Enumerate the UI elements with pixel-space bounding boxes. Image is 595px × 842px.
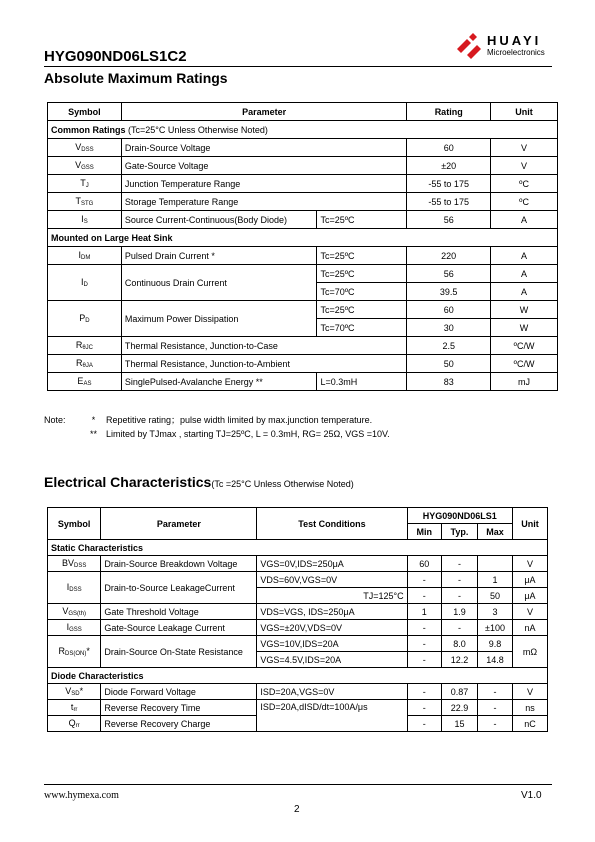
unit: A <box>491 265 558 283</box>
test-condition: ISD=20A,dISD/dt=100A/μs <box>257 700 407 732</box>
symbol-subscript: D <box>85 318 90 324</box>
section-row <box>48 540 548 556</box>
col-header: Parameter <box>121 103 406 121</box>
table-row <box>48 337 558 355</box>
symbol: T <box>75 196 82 206</box>
typ: 22.9 <box>441 700 477 716</box>
symbol-subscript: rr <box>73 707 78 713</box>
min: - <box>407 684 441 700</box>
rating: 60 <box>407 301 491 319</box>
table-row <box>48 684 548 700</box>
unit: V <box>512 604 547 620</box>
symbol: V <box>62 606 69 616</box>
symbol-subscript: DSS <box>69 587 82 593</box>
symbol-mark: * <box>86 646 90 656</box>
table-row <box>48 265 558 283</box>
typ: - <box>441 620 477 636</box>
parameter: Drain-Source On-State Resistance <box>101 636 257 668</box>
note-mark: * <box>91 415 96 425</box>
table-row <box>48 604 548 620</box>
symbol: I <box>66 622 70 632</box>
absolute-max-ratings-table <box>47 102 558 391</box>
symbol: I <box>66 582 70 592</box>
symbol: R <box>75 340 83 350</box>
test-condition: VDS=60V,VGS=0V <box>257 572 407 588</box>
max: - <box>478 700 513 716</box>
max: - <box>478 716 513 732</box>
unit: V <box>491 139 558 157</box>
symbol: I <box>81 277 84 287</box>
condition: Tc=70ºC <box>317 283 407 301</box>
typ: 1.9 <box>441 604 477 620</box>
unit: A <box>491 283 558 301</box>
symbol-subscript: θJC <box>82 345 94 351</box>
rating: -55 to 175 <box>407 175 491 193</box>
unit: mJ <box>491 373 558 391</box>
symbol-subscript: θJA <box>82 363 93 369</box>
symbol-subscript: STG <box>81 201 94 207</box>
logo-brand-text: HUAYI <box>487 33 542 48</box>
col-header: Symbol <box>48 508 101 540</box>
symbol-subscript: S <box>83 219 88 225</box>
parameter: Drain-Source Breakdown Voltage <box>101 556 257 572</box>
unit: μA <box>512 572 547 588</box>
parameter: SinglePulsed-Avalanche Energy ** <box>121 373 317 391</box>
min: 60 <box>407 556 441 572</box>
min: 1 <box>407 604 441 620</box>
symbol: E <box>77 376 84 386</box>
notes-label: Note: <box>44 415 66 425</box>
max: 9.8 <box>478 636 513 652</box>
condition: Tc=25ºC <box>317 265 407 283</box>
condition: Tc=25ºC <box>317 211 407 229</box>
test-condition: VDS=VGS, IDS=250μA <box>257 604 407 620</box>
symbol-subscript: DSS <box>74 563 87 569</box>
col-header: HYG090ND06LS1 <box>407 508 512 524</box>
unit: A <box>491 247 558 265</box>
max: 1 <box>478 572 513 588</box>
section-condition: (Tc=25°C Unless Otherwise Noted) <box>128 124 268 135</box>
col-header: Test Conditions <box>257 508 407 540</box>
logo-subtitle-text: Microelectronics <box>487 48 545 57</box>
unit: W <box>491 301 558 319</box>
symbol: V <box>65 686 72 696</box>
symbol: I <box>81 214 84 224</box>
table-header-row <box>48 103 558 121</box>
max: ±100 <box>478 620 513 636</box>
symbol: V <box>75 142 82 152</box>
parameter: Continuous Drain Current <box>121 265 317 301</box>
ec-heading <box>44 474 354 490</box>
symbol: P <box>79 313 86 323</box>
max: 3 <box>478 604 513 620</box>
symbol-subscript: GS(th) <box>68 611 87 617</box>
huayi-logo <box>455 33 555 59</box>
symbol-subscript: GSS <box>81 165 94 171</box>
min: - <box>407 572 441 588</box>
note-mark: ** <box>89 429 97 439</box>
rating: 2.5 <box>407 337 491 355</box>
table-header-row <box>48 508 548 524</box>
symbol-subscript: DS(ON) <box>65 651 87 657</box>
rating: 39.5 <box>407 283 491 301</box>
col-header: Unit <box>491 103 558 121</box>
table-row <box>48 636 548 652</box>
table-row <box>48 139 558 157</box>
parameter: Thermal Resistance, Junction-to-Ambient <box>121 355 406 373</box>
footer-version: V1.0 <box>521 790 542 801</box>
rating: ±20 <box>407 157 491 175</box>
parameter: Junction Temperature Range <box>121 175 406 193</box>
symbol: V <box>75 160 82 170</box>
symbol: T <box>80 178 86 188</box>
symbol-subscript: D <box>83 282 88 288</box>
section-title: Diode Characteristics <box>48 668 548 684</box>
rating: 83 <box>407 373 491 391</box>
table-row <box>48 620 548 636</box>
symbol: t <box>70 702 74 712</box>
unit: ºC/W <box>491 355 558 373</box>
footer-url: www.hymexa.com <box>44 790 119 801</box>
parameter: Drain-Source Voltage <box>121 139 406 157</box>
section-row <box>48 668 548 684</box>
unit: ºC <box>491 175 558 193</box>
unit: μA <box>512 588 547 604</box>
condition: L=0.3mH <box>317 373 407 391</box>
table-row <box>48 700 548 716</box>
header-divider <box>44 66 552 67</box>
symbol: Q <box>68 718 76 728</box>
unit: V <box>512 684 547 700</box>
col-header: Min <box>407 524 441 540</box>
rating: 56 <box>407 265 491 283</box>
parameter: Drain-to-Source LeakageCurrent <box>101 572 257 604</box>
table-row <box>48 556 548 572</box>
symbol: R <box>58 646 65 656</box>
unit: nC <box>512 716 547 732</box>
parameter: Reverse Recovery Time <box>101 700 257 716</box>
table-row <box>48 193 558 211</box>
symbol-subscript: AS <box>83 381 92 387</box>
max: - <box>478 684 513 700</box>
parameter: Gate-Source Leakage Current <box>101 620 257 636</box>
table-row <box>48 373 558 391</box>
parameter: Pulsed Drain Current * <box>121 247 317 265</box>
table-row <box>48 355 558 373</box>
section-row <box>48 121 558 139</box>
symbol-subscript: GSS <box>69 627 82 633</box>
section-title: Common Ratings <box>51 124 126 135</box>
logo-mark-icon <box>455 33 485 59</box>
parameter: Maximum Power Dissipation <box>121 301 317 337</box>
rating: 60 <box>407 139 491 157</box>
max <box>478 556 513 572</box>
test-condition: VGS=10V,IDS=20A <box>257 636 407 652</box>
rating: 50 <box>407 355 491 373</box>
col-header: Rating <box>407 103 491 121</box>
table-row <box>48 211 558 229</box>
symbol-subscript: rr <box>75 723 80 729</box>
test-condition: TJ=125°C <box>360 588 407 604</box>
condition: Tc=25ºC <box>317 301 407 319</box>
min: - <box>407 652 441 668</box>
section-title: Mounted on Large Heat Sink <box>48 229 558 247</box>
parameter: Storage Temperature Range <box>121 193 406 211</box>
col-header: Parameter <box>101 508 257 540</box>
symbol-subscript: DM <box>81 255 91 261</box>
condition: Tc=70ºC <box>317 319 407 337</box>
col-header: Symbol <box>48 103 122 121</box>
ec-heading-text: Electrical Characteristics <box>44 474 212 490</box>
unit: nA <box>512 620 547 636</box>
note-text: Limited by TJmax , starting TJ=25ºC, L = 0.3mH, RG= 25Ω, VGS =10V. <box>106 429 390 439</box>
typ: - <box>441 588 477 604</box>
electrical-characteristics-table <box>47 507 548 732</box>
unit: W <box>491 319 558 337</box>
col-header: Typ. <box>441 524 477 540</box>
table-row <box>48 157 558 175</box>
max: 14.8 <box>478 652 513 668</box>
amr-heading: Absolute Maximum Ratings <box>44 70 228 86</box>
min: - <box>407 620 441 636</box>
unit: mΩ <box>512 636 547 668</box>
min: - <box>407 700 441 716</box>
unit: A <box>491 211 558 229</box>
typ: - <box>441 556 477 572</box>
parameter: Source Current-Continuous(Body Diode) <box>121 211 317 229</box>
parameter: Gate-Source Voltage <box>121 157 406 175</box>
unit: V <box>491 157 558 175</box>
test-condition: ISD=20A,VGS=0V <box>257 684 407 700</box>
note-text: Repetitive rating；pulse width limited by max.junction temperature. <box>106 415 373 425</box>
ec-heading-condition: (Tc =25°C Unless Otherwise Noted) <box>211 479 354 489</box>
parameter: Thermal Resistance, Junction-to-Case <box>121 337 406 355</box>
rating: 30 <box>407 319 491 337</box>
typ: 8.0 <box>441 636 477 652</box>
test-condition: VGS=±20V,VDS=0V <box>257 620 407 636</box>
symbol-subscript: SD <box>71 691 80 697</box>
parameter: Reverse Recovery Charge <box>101 716 257 732</box>
unit: ºC <box>491 193 558 211</box>
test-condition: VGS=0V,IDS=250μA <box>257 556 407 572</box>
table-row <box>48 247 558 265</box>
symbol: R <box>76 358 83 368</box>
parameter: Gate Threshold Voltage <box>101 604 257 620</box>
footer-divider <box>44 784 552 785</box>
min: - <box>407 716 441 732</box>
symbol: I <box>78 250 82 260</box>
rating: 220 <box>407 247 491 265</box>
col-header: Max <box>478 524 513 540</box>
symbol-subscript: J <box>85 183 89 189</box>
col-header: Unit <box>512 508 547 540</box>
typ: 12.2 <box>441 652 477 668</box>
table-row <box>48 572 548 588</box>
typ: 0.87 <box>441 684 477 700</box>
condition: Tc=25ºC <box>317 247 407 265</box>
test-condition: VGS=4.5V,IDS=20A <box>257 652 407 668</box>
parameter: Diode Forward Voltage <box>101 684 257 700</box>
unit: ns <box>512 700 547 716</box>
symbol: BV <box>62 558 75 568</box>
symbol-mark: * <box>79 686 84 696</box>
unit: ºC/W <box>491 337 558 355</box>
section-row <box>48 229 558 247</box>
rating: -55 to 175 <box>407 193 491 211</box>
page-number: 2 <box>294 804 300 815</box>
table-row <box>48 175 558 193</box>
section-title: Static Characteristics <box>48 540 548 556</box>
unit: V <box>512 556 547 572</box>
document-title: HYG090ND06LS1C2 <box>44 48 187 65</box>
min: - <box>407 636 441 652</box>
table-row <box>48 301 558 319</box>
rating: 56 <box>407 211 491 229</box>
typ: - <box>441 572 477 588</box>
symbol-subscript: DSS <box>81 147 94 153</box>
typ: 15 <box>441 716 477 732</box>
min: - <box>407 588 441 604</box>
max: 50 <box>478 588 513 604</box>
notes <box>44 413 390 441</box>
